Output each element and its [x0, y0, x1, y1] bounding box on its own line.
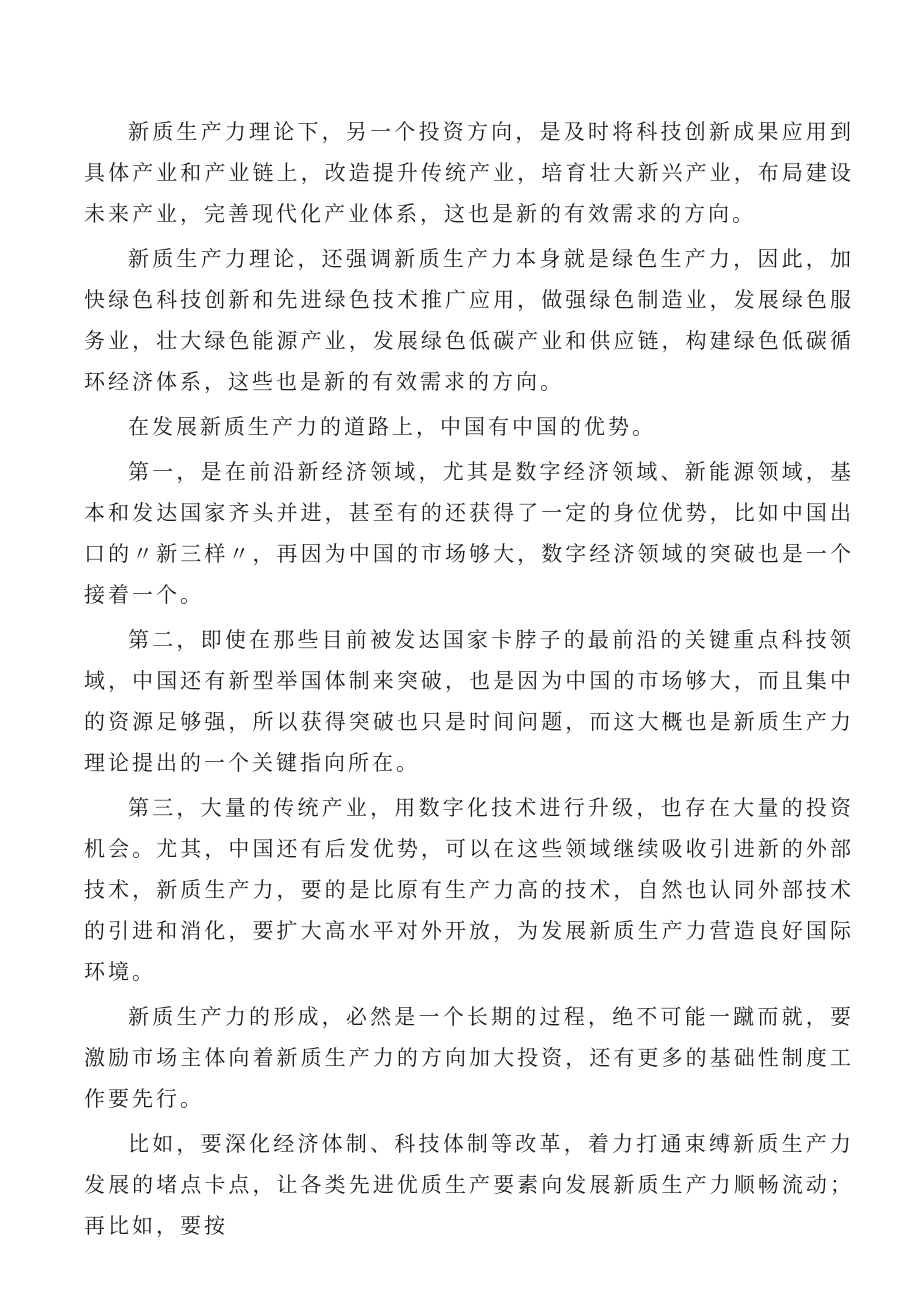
paragraph-reform-example: 比如，要深化经济体制、科技体制等改革，着力打通束缚新质生产力发展的堵点卡点，让各类先进优质生产要素向发展新质生产力顺畅流动；再比如，要按: [84, 1132, 854, 1238]
paragraph-green-productivity: 新质生产力理论，还强调新质生产力本身就是绿色生产力，因此，加快绿色科技创新和先进绿色技术推广应用，做强绿色制造业，发展绿色服务业，壮大绿色能源产业，发展绿色低碳产业和供应链，构建绿色低碳循环经济体系，这些也是新的有效需求的方向。: [84, 247, 854, 394]
paragraph-second-point: 第二，即使在那些目前被发达国家卡脖子的最前沿的关键重点科技领域，中国还有新型举国体制来突破，也是因为中国的市场够大，而且集中的资源足够强，所以获得突破也只是时间问题，而这大概也是新质生产力理论提出的一个关键指向所在。: [84, 628, 854, 775]
paragraph-china-advantage: 在发展新质生产力的道路上，中国有中国的优势。: [128, 415, 656, 439]
paragraph-long-term-process: 新质生产力的形成，必然是一个长期的过程，绝不可能一蹴而就，要激励市场主体向着新质生产力的方向加大投资，还有更多的基础性制度工作要先行。: [84, 1005, 854, 1111]
paragraph-first-point: 第一，是在前沿新经济领域，尤其是数字经济领域、新能源领域，基本和发达国家齐头并进，甚至有的还获得了一定的身位优势，比如中国出口的〃新三样〃，再因为中国的市场够大，数字经济领域的突破也是一个接着一个。: [84, 460, 854, 607]
document-body: [84, 112, 854, 1251]
paragraph-third-point: 第三，大量的传统产业，用数字化技术进行升级，也存在大量的投资机会。尤其，中国还有后发优势，可以在这些领域继续吸收引进新的外部技术，新质生产力，要的是比原有生产力高的技术，自然也认同外部技术的引进和消化，要扩大高水平对外开放，为发展新质生产力营造良好国际环境。: [84, 796, 854, 984]
paragraph-green-upgrade-industry: 新质生产力理论下，另一个投资方向，是及时将科技创新成果应用到具体产业和产业链上，改造提升传统产业，培育壮大新兴产业，布局建设未来产业，完善现代化产业体系，这也是新的有效需求的方向。: [84, 120, 854, 226]
